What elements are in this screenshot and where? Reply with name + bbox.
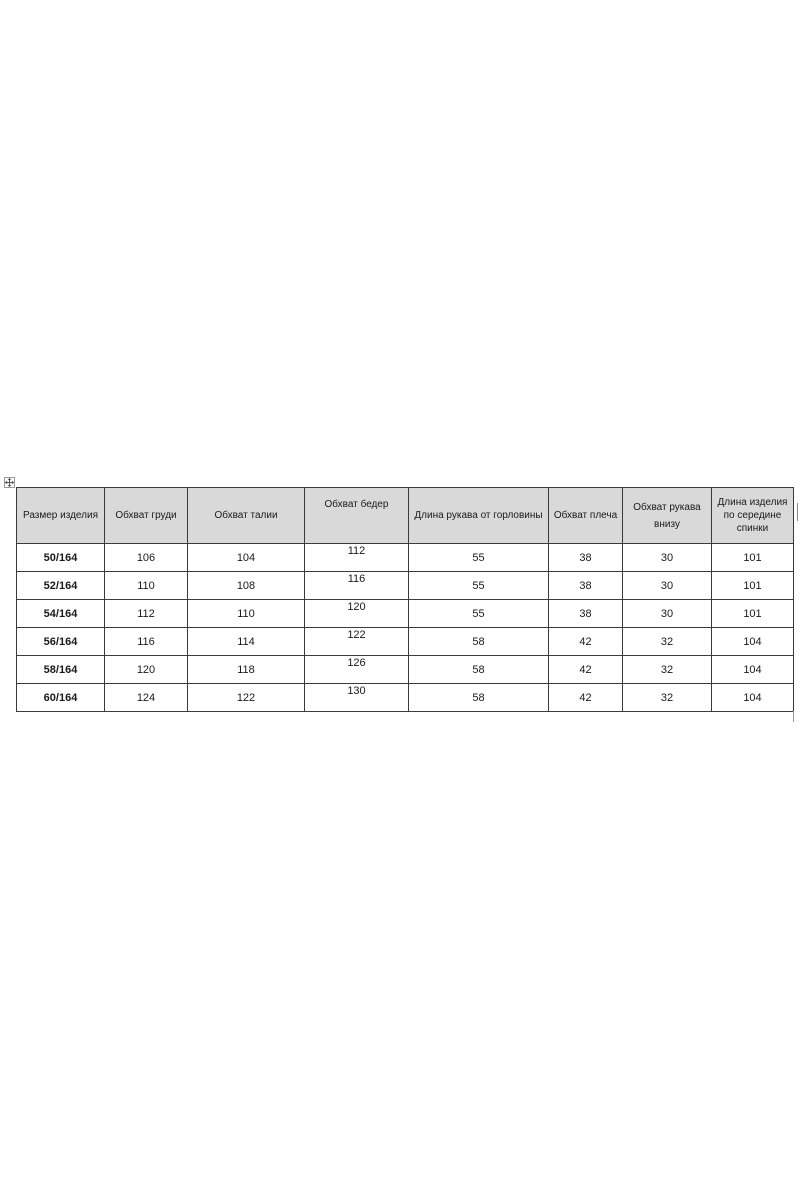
cell-waist: 110 <box>188 600 305 628</box>
table-row <box>17 628 794 656</box>
header-back-length: Длина изделия по середине спинки <box>712 488 794 544</box>
cell-sleeve-length: 55 <box>409 600 549 628</box>
cell-back-length: 101 <box>712 600 794 628</box>
cell-sleeve-bottom: 30 <box>623 544 712 572</box>
cell-sleeve-length: 58 <box>409 628 549 656</box>
cell-sleeve-bottom: 30 <box>623 600 712 628</box>
table-move-handle-icon[interactable] <box>4 477 15 488</box>
cell-sleeve-bottom: 32 <box>623 684 712 712</box>
cell-waist: 104 <box>188 544 305 572</box>
header-sleeve-bottom: Обхват рукава внизу <box>623 488 712 544</box>
cell-sleeve-bottom: 30 <box>623 572 712 600</box>
cell-shoulder: 38 <box>549 572 623 600</box>
cell-chest: 120 <box>105 656 188 684</box>
cell-sleeve-length: 58 <box>409 684 549 712</box>
table-row <box>17 544 794 572</box>
cell-sleeve-bottom: 32 <box>623 656 712 684</box>
cell-size: 60/164 <box>17 684 105 712</box>
table-row <box>17 656 794 684</box>
cell-waist: 118 <box>188 656 305 684</box>
cell-chest: 110 <box>105 572 188 600</box>
cell-chest: 106 <box>105 544 188 572</box>
cell-sleeve-bottom: 32 <box>623 628 712 656</box>
cell-hips: 120 <box>305 600 409 628</box>
table-resize-marker <box>793 711 794 722</box>
cell-shoulder: 38 <box>549 544 623 572</box>
header-shoulder: Обхват плеча <box>549 488 623 544</box>
cell-sleeve-length: 55 <box>409 572 549 600</box>
cell-size: 50/164 <box>17 544 105 572</box>
cell-back-length: 101 <box>712 544 794 572</box>
header-size: Размер изделия <box>17 488 105 544</box>
cell-hips: 126 <box>305 656 409 684</box>
cell-hips: 130 <box>305 684 409 712</box>
cell-waist: 108 <box>188 572 305 600</box>
cell-chest: 116 <box>105 628 188 656</box>
cell-back-length: 101 <box>712 572 794 600</box>
table-row <box>17 572 794 600</box>
header-chest: Обхват груди <box>105 488 188 544</box>
table-row <box>17 600 794 628</box>
cell-chest: 124 <box>105 684 188 712</box>
cell-size: 56/164 <box>17 628 105 656</box>
cell-sleeve-length: 58 <box>409 656 549 684</box>
cell-hips: 122 <box>305 628 409 656</box>
size-chart-table <box>16 487 794 712</box>
cell-size: 58/164 <box>17 656 105 684</box>
cell-shoulder: 38 <box>549 600 623 628</box>
table-row <box>17 684 794 712</box>
cell-shoulder: 42 <box>549 684 623 712</box>
cell-sleeve-length: 55 <box>409 544 549 572</box>
cell-waist: 122 <box>188 684 305 712</box>
cell-hips: 116 <box>305 572 409 600</box>
cell-back-length: 104 <box>712 656 794 684</box>
header-waist: Обхват талии <box>188 488 305 544</box>
table-header-row <box>17 488 794 544</box>
cell-hips: 112 <box>305 544 409 572</box>
cell-shoulder: 42 <box>549 628 623 656</box>
cell-chest: 112 <box>105 600 188 628</box>
cell-size: 52/164 <box>17 572 105 600</box>
header-sleeve-length: Длина рукава от горловины <box>409 488 549 544</box>
header-hips: Обхват бедер <box>305 488 409 544</box>
cell-waist: 114 <box>188 628 305 656</box>
cell-size: 54/164 <box>17 600 105 628</box>
cell-shoulder: 42 <box>549 656 623 684</box>
cell-back-length: 104 <box>712 684 794 712</box>
cell-back-length: 104 <box>712 628 794 656</box>
